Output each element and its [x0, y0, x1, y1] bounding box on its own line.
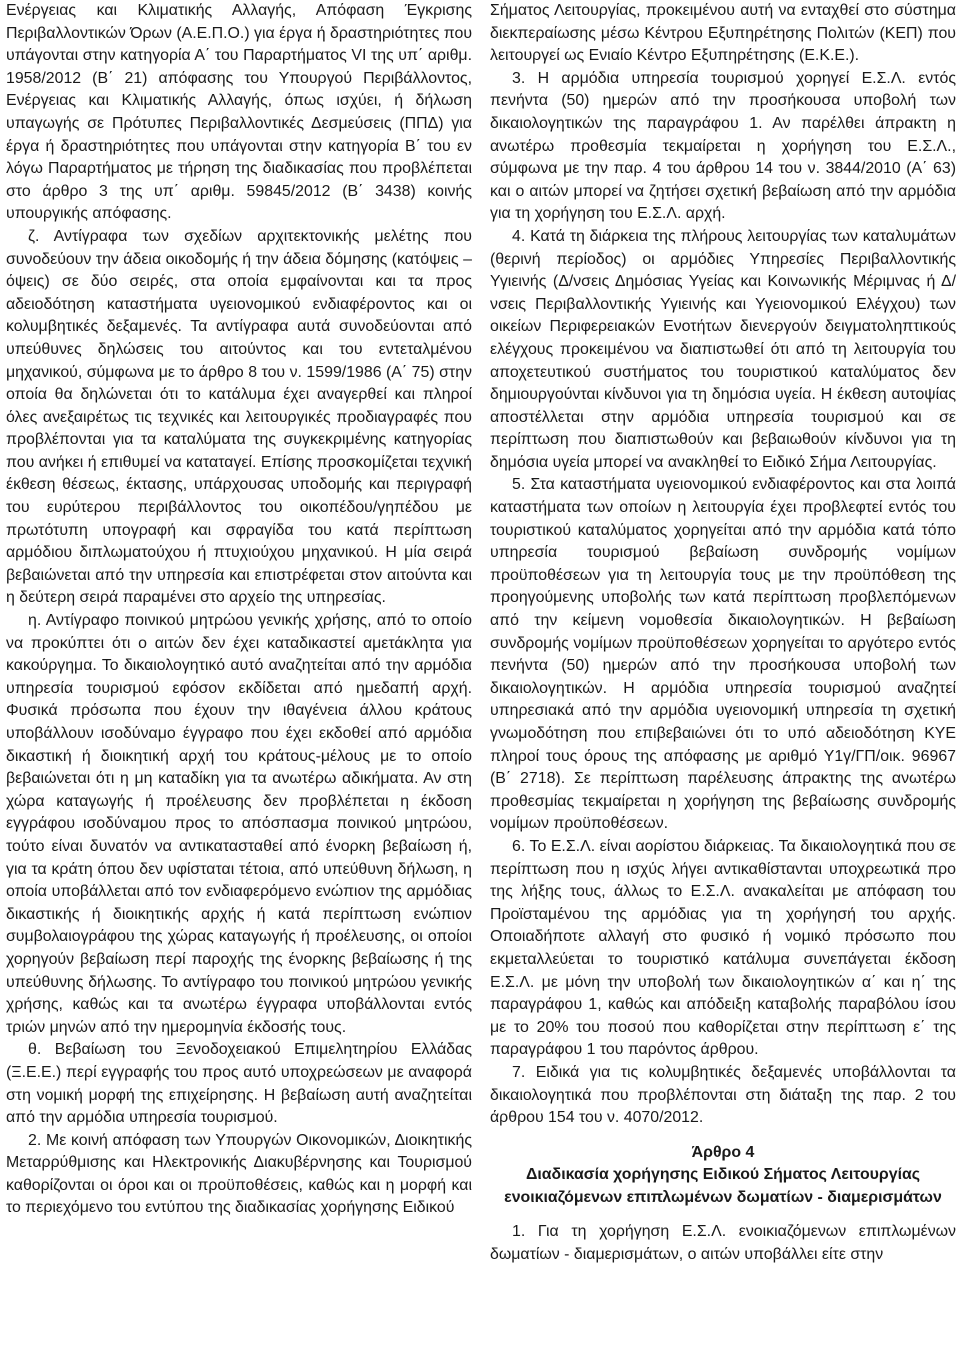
right-column: [490, 0, 956, 1369]
right-paragraph-1: Σήματος Λειτουργίας, προκειμένου αυτή να ενταχθεί στο σύστημα διεκπεραίωσης μέσω Κέντρου Εξυπηρέτησης Πολιτών (ΚΕΠ) που λειτουργεί ως Ενιαίο Κέντρο Εξυπηρέτησης (Ε.Κ.Ε.).: [490, 2, 956, 65]
article-title-spacer: [490, 1209, 956, 1221]
article-spacer: [490, 1130, 956, 1142]
left-column: [6, 0, 472, 1369]
right-paragraph-7: 7. Ειδικά για τις κολυμβητικές δεξαμενές υποβάλλονται τα δικαιολογητικά που προβλέπονται στη διάταξη της παρ. 2 του άρθρου 154 του ν. 4070/2012.: [490, 1063, 956, 1127]
right-article-paragraph-1: 1. Για τη χορήγηση Ε.Σ.Λ. ενοικιαζόμενων επιπλωμένων δωματίων - διαμερισμάτων, ο αιτών υποβάλλει είτε στην: [490, 1223, 956, 1264]
left-paragraph-item-th: θ. Βεβαίωση του Ξενοδοχειακού Επιμελητηρίου Ελλάδας (Ξ.Ε.Ε.) περί εγγραφής του προς αυτό υποχρεώσεων με αναφορά στη νομική μορφή της επιχείρησης. Η βεβαίωση αυτή αναζητείται από την αρμόδια υπηρεσία τουρισμού.: [6, 1041, 472, 1127]
right-paragraph-6: 6. Το Ε.Σ.Λ. είναι αορίστου διάρκειας. Τα δικαιολογητικά που σε περίπτωση που η ισχύς λήγει αντικαθίστανται υποχρεωτικά προ της λήξης τους, άλλως το Ε.Σ.Λ. ανακαλείται με απόφαση του Προϊσταμένου της αρμόδιας για τη χορήγησή του αρχής. Οποιαδήποτε αλλαγή στο φυσικό ή νομικό πρόσωπο που εκμεταλλεύεται το τουριστικό κατάλυμα συνεπάγεται έκδοση Ε.Σ.Λ. με μόνη την υποβολή των δικαιολογητικών α΄ και η΄ της παραγράφου 1, καθώς και απόδειξη καταβολής παραβόλου ίσου με το 20% του ποσού που καθορίζεται στην περίπτωση ε΄ της παραγράφου 1 του παρόντος άρθρου.: [490, 837, 956, 1059]
article-number: Άρθρο 4: [691, 1143, 755, 1161]
left-paragraph-1: Ενέργειας και Κλιματικής Αλλαγής, Απόφαση Έγκρισης Περιβαλλοντικών Όρων (Α.Ε.Π.Ο.) για έργα ή δραστηριότητες που υπάγονται στην κατηγορία Α΄ του Παραρτήματος VI της υπ΄ αριθμ. 1958/2012 (Β΄ 21) απόφασης του Υπουργού Περιβάλλοντος, Ενέργειας και Κλιματικής Αλλαγής, όπως ισχύει, ή δήλωση υπαγωγής σε Πρότυπες Περιβαλλοντικές Δεσμεύσεις (ΠΠΔ) για έργα ή δραστηριότητες που υπάγονται στην κατηγορία Β΄ του εν λόγω Παραρτήματος με τήρηση της διαδικασίας που προβλέπεται στο άρθρο 3 της υπ΄ αριθμ. 59845/2012 (Β΄ 3438) κοινής υπουργικής απόφασης.: [6, 2, 472, 223]
left-paragraph-2: 2. Με κοινή απόφαση των Υπουργών Οικονομικών, Διοικητικής Μεταρρύθμισης και Ηλεκτρονικής Διακυβέρνησης και Τουρισμού καθορίζονται οι όροι και οι προϋποθέσεις, καθώς και η μορφή και το περιεχόμενο του εντύπου της διαδικασίας χορήγησης Ειδικού: [6, 1131, 472, 1217]
left-paragraph-item-i: η. Αντίγραφο ποινικού μητρώου γενικής χρήσης, από το οποίο να προκύπτει ότι ο αιτών δεν έχει καταδικαστεί αμετάκλητα για κακούργημα. Το δικαιολογητικό αυτό αναζητείται από την αρμόδια υπηρεσία τουρισμού εφόσον εκδίδεται από ημεδαπή αρχή. Φυσικά πρόσωπα που έχουν την ιθαγένεια άλλου κράτους υποβάλλουν ισοδύναμο έγγραφο που έχει εκδοθεί από αρμόδια δικαστική ή διοικητική αρχή του κράτους-μέλους με το οποίο βεβαιώνεται ότι η μη καταδίκη για τα ανωτέρω αδικήματα. Αν στη χώρα καταγωγής ή προέλευσης δεν προβλέπεται η έκδοση εγγράφου ισοδύναμου προς το απόσπασμα ποινικού μητρώου, τούτο είναι δυνατόν να αντικατασταθεί από ένορκη βεβαίωση ή, για τα κράτη όπου δεν υφίσταται τέτοια, από υπεύθυνη δήλωση, η οποία υποβάλλεται από τον ενδιαφερόμενο ενώπιον της αρμόδιας δικαστικής ή διοικητικής αρχής ή κατά περίπτωση ενώπιον συμβολαιογράφου της χώρας καταγωγής ή προέλευσης, οι οποίοι χορηγούν βεβαίωση περί παροχής της ένορκης βεβαίωσης ή της υπεύθυνης δήλωσης. Το αντίγραφο του ποινικού μητρώου γενικής χρήσης, καθώς και τα ανωτέρω έγγραφα υποβάλλονται εντός τριών μηνών από την ημερομηνία έκδοσής τους.: [6, 612, 472, 1036]
right-paragraph-4: 4. Κατά τη διάρκεια της πλήρους λειτουργίας των καταλυμάτων (θερινή περίοδος) οι αρμόδιες Υπηρεσίες Περιβαλλοντικής Υγιεινής (Δ/νσεις Δημόσιας Υγείας και Κοινωνικής Μέριμνας ή Δ/νσεις Περιβαλλοντικής Υγιεινής και Υγειονομικού Ελέγχου) των οικείων Περιφερειακών Ενοτήτων διενεργούν δειγματοληπτικούς ελέγχους προκειμένου να διαπιστωθεί ότι από τη λειτουργία του αποχετευτικού συστήματος του τουριστικού καταλύματος δεν δημιουργούνται κίνδυνοι για τη δημόσια υγεία. Η έκθεση αυτοψίας αποστέλλεται στην αρμόδια υπηρεσία τουρισμού και σε περίπτωση που διαπιστωθούν και βεβαιωθούν κίνδυνοι για τη δημόσια υγεία μπορεί να ανακληθεί το Ειδικό Σήμα Λειτουργίας.: [490, 227, 956, 471]
article-title: Διαδικασία χορήγησης Ειδικού Σήματος Λειτουργίας ενοικιαζόμενων επιπλωμένων δωματίων - διαμερισμάτων: [504, 1166, 942, 1206]
left-paragraph-item-z: ζ. Αντίγραφα των σχεδίων αρχιτεκτονικής μελέτης που συνοδεύουν την άδεια οικοδομής ή την άδεια δόμησης (κατόψεις – όψεις) σε δύο σειρές, στα οποία εμφαίνονται και τα προς αδειοδότηση καταστήματα υγειονομικού ενδιαφέροντος και οι κολυμβητικές δεξαμενές. Τα αντίγραφα αυτά συνοδεύονται από υπεύθυνες δηλώσεις του αιτούντος και του εντεταλμένου μηχανικού, σύμφωνα με το άρθρο 8 του ν. 1599/1986 (Α΄ 75) στην οποία θα δηλώνεται ότι το κατάλυμα έχει αναγερθεί και πληροί όλες ανεξαιρέτως τις τεχνικές και λειτουργικές προδιαγραφές που προβλέπονται για τα καταλύματα της συγκεκριμένης κατηγορίας που ανήκει ή επιθυμεί να καταταγεί. Επίσης προσκομίζεται τεχνική έκθεση θέσεως, έκτασης, υπάρχουσας υποδομής και περιγραφή του ευρύτερου περιβάλλοντος του οικοπέδου/γηπέδου με πρωτότυπη υπογραφή και σφραγίδα του κατά περίπτωση αρμόδιου διπλωματούχου ή πτυχιούχου μηχανικού. Η μία σειρά βεβαιώνεται από την υπηρεσία και επιστρέφεται στον αιτούντα και η δεύτερη σειρά παραμένει στο αρχείο της υπηρεσίας.: [6, 227, 472, 607]
right-paragraph-3: 3. Η αρμόδια υπηρεσία τουρισμού χορηγεί Ε.Σ.Λ. εντός πενήντα (50) ημερών από την προσήκουσα υποβολή των δικαιολογητικών της παραγράφου 1. Αν παρέλθει άπρακτη η ανωτέρω προθεσμία τεκμαίρεται η χορήγηση του Ε.Σ.Λ., σύμφωνα με την παρ. 4 του άρθρου 14 του ν. 3844/2010 (Α΄ 63) και ο αιτών μπορεί να ζητήσει σχετική βεβαίωση από την αρμόδια για τη χορήγηση του Ε.Σ.Λ. αρχή.: [490, 69, 956, 223]
right-paragraph-5: 5. Στα καταστήματα υγειονομικού ενδιαφέροντος και στα λοιπά καταστήματα των οποίων η λειτουργία έχει προβλεφτεί εντός του τουριστικού καταλύματος χορηγείται από την αρμόδια κατά τόπο υπηρεσία τουρισμού βεβαίωση συνδρομής νομίμων προϋποθέσεων για τη λειτουργία τους με την προϋπόθεση της προηγούμενης υποβολής των κατά περίπτωση προβλεπόμενων από την κείμενη νομοθεσία δικαιολογητικών. Η βεβαίωση συνδρομής νομίμων προϋποθέσεων χορηγείται το αργότερο εντός πενήντα (50) ημερών από την προσήκουσα υποβολή των δικαιολογητικών. Η αρμόδια υπηρεσία τουρισμού αναζητεί υπηρεσιακά από την αρμόδια υγειονομική υπηρεσία τη σχετική γνωμοδότηση που επιβεβαιώνει ότι το υπό αδειοδότηση ΚΥΕ πληροί τους όρους της απόφασης με αριθμό Υ1γ/ΓΠ/οικ. 96967 (Β΄ 2718). Σε περίπτωση παρέλευσης άπρακτης της ανωτέρω προθεσμίας τεκμαίρεται η χορήγηση της βεβαίωσης συνδρομής νομίμων προϋποθέσεων.: [490, 476, 956, 833]
